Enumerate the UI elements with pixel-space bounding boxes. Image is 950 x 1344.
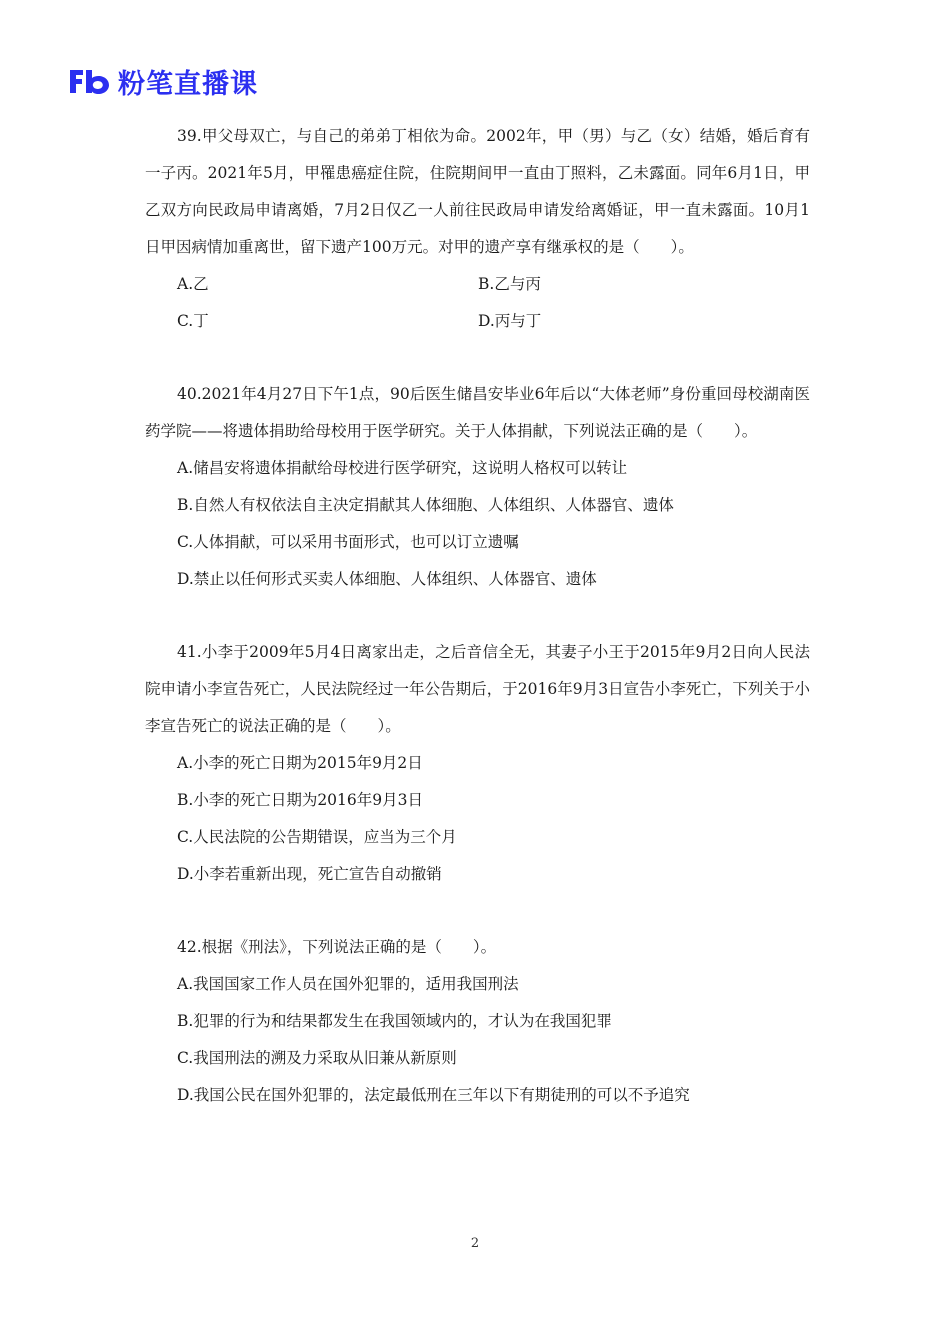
option-d: D.丙与丁	[478, 312, 542, 330]
options-list	[145, 966, 810, 1114]
option-a: A.小李的死亡日期为2015年9月2日	[177, 754, 423, 772]
option-d: D.禁止以任何形式买卖人体细胞、人体组织、人体器官、遗体	[177, 570, 597, 588]
option-a: A.乙	[177, 275, 209, 293]
options-list	[145, 450, 810, 598]
question-stem: 42.根据《刑法》，下列说法正确的是（ ）。	[177, 938, 497, 956]
question-42	[145, 929, 810, 1114]
option-d: D.我国公民在国外犯罪的，法定最低刑在三年以下有期徒刑的可以不予追究	[177, 1086, 690, 1104]
brand-name: 粉笔直播课	[118, 68, 258, 100]
option-c: C.人体捐献，可以采用书面形式，也可以订立遗嘱	[177, 533, 519, 551]
brand-logo	[68, 62, 258, 100]
option-b: B.自然人有权依法自主决定捐献其人体细胞、人体组织、人体器官、遗体	[177, 496, 674, 514]
option-c: C.丁	[177, 312, 209, 330]
options-list	[145, 745, 810, 893]
page-number: 2	[470, 1236, 480, 1251]
question-page	[145, 118, 810, 1114]
question-40	[145, 376, 810, 598]
option-b: B.犯罪的行为和结果都发生在我国领域内的，才认为在我国犯罪	[177, 1012, 612, 1030]
question-41	[145, 634, 810, 893]
question-39	[145, 118, 810, 340]
option-c: C.人民法院的公告期错误，应当为三个月	[177, 828, 457, 846]
option-b: B.小李的死亡日期为2016年9月3日	[177, 791, 423, 809]
option-a: A.储昌安将遗体捐献给母校进行医学研究，这说明人格权可以转让	[177, 459, 628, 477]
option-d: D.小李若重新出现，死亡宣告自动撤销	[177, 865, 442, 883]
option-b: B.乙与丙	[478, 275, 541, 293]
fenbi-logo-icon	[68, 67, 112, 95]
options-grid	[145, 266, 810, 340]
option-c: C.我国刑法的溯及力采取从旧兼从新原则	[177, 1049, 457, 1067]
question-stem: 39.甲父母双亡，与自己的弟弟丁相依为命。2002年，甲（男）与乙（女）结婚，婚后育有一子丙。2021年5月，甲罹患癌症住院，住院期间甲一直由丁照料，乙未露面。同年6月1日，甲乙双方向民政局申请离婚，7月2日仅乙一人前往民政局申请发给离婚证，甲一直未露面。10月1日甲因病情加重离世，留下遗产100万元。对甲的遗产享有继承权的是（ ）。	[145, 127, 810, 256]
option-a: A.我国国家工作人员在国外犯罪的，适用我国刑法	[177, 975, 519, 993]
question-stem: 40.2021年4月27日下午1点，90后医生储昌安毕业6年后以“大体老师”身份重回母校湖南医药学院——将遗体捐助给母校用于医学研究。关于人体捐献，下列说法正确的是（ ）。	[145, 385, 810, 440]
question-stem: 41.小李于2009年5月4日离家出走，之后音信全无，其妻子小王于2015年9月2日向人民法院申请小李宣告死亡，人民法院经过一年公告期后，于2016年9月3日宣告小李死亡，下列关于小李宣告死亡的说法正确的是（ ）。	[145, 643, 810, 735]
